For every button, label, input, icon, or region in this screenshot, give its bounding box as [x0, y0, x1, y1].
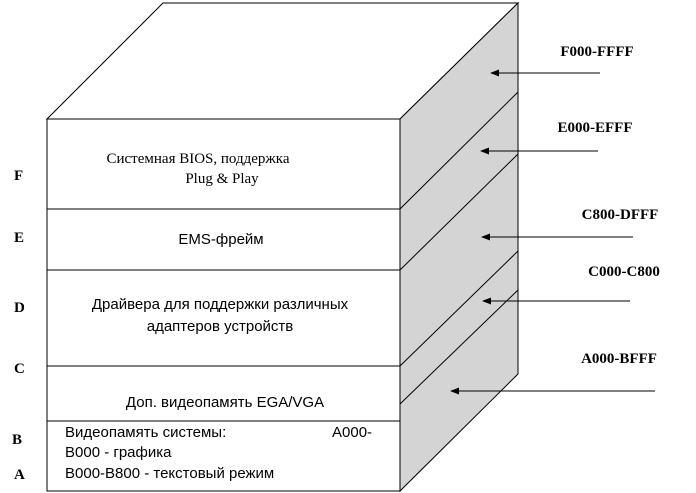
segment-d-line-1: Драйвера для поддержки различных — [91, 296, 349, 313]
address-label-e000: E000-EFFF — [557, 120, 633, 136]
address-label-a000: A000-BFFF — [581, 351, 657, 367]
segment-e-text: EMS-фрейм — [178, 231, 264, 248]
letter-e: E — [14, 230, 25, 246]
segment-b-line-2: A000- — [332, 424, 373, 441]
letter-c: C — [14, 361, 25, 377]
address-label-f000: F000-FFFF — [560, 44, 634, 60]
letter-b: B — [12, 432, 23, 448]
address-label-c800: C800-DFFF — [581, 207, 659, 223]
segment-a-text: B000-B800 - текстовый режим — [65, 465, 275, 482]
letter-a: A — [14, 467, 25, 483]
segment-letters — [12, 168, 25, 483]
address-labels — [558, 44, 660, 367]
segment-d-line-2: адаптеров устройств — [146, 318, 294, 335]
segment-f-line-1: Системная BIOS, поддержка — [106, 151, 290, 167]
segment-c-text: Доп. видеопамять EGA/VGA — [125, 394, 325, 411]
segment-f-line-2: Plug & Play — [185, 171, 259, 187]
segment-b-line-3: B000 - графика — [65, 444, 172, 461]
address-label-c000: C000-C800 — [588, 264, 660, 280]
letter-f: F — [14, 168, 24, 184]
segment-b-line-1: Видеопамять системы: — [65, 424, 227, 441]
letter-d: D — [14, 300, 25, 316]
